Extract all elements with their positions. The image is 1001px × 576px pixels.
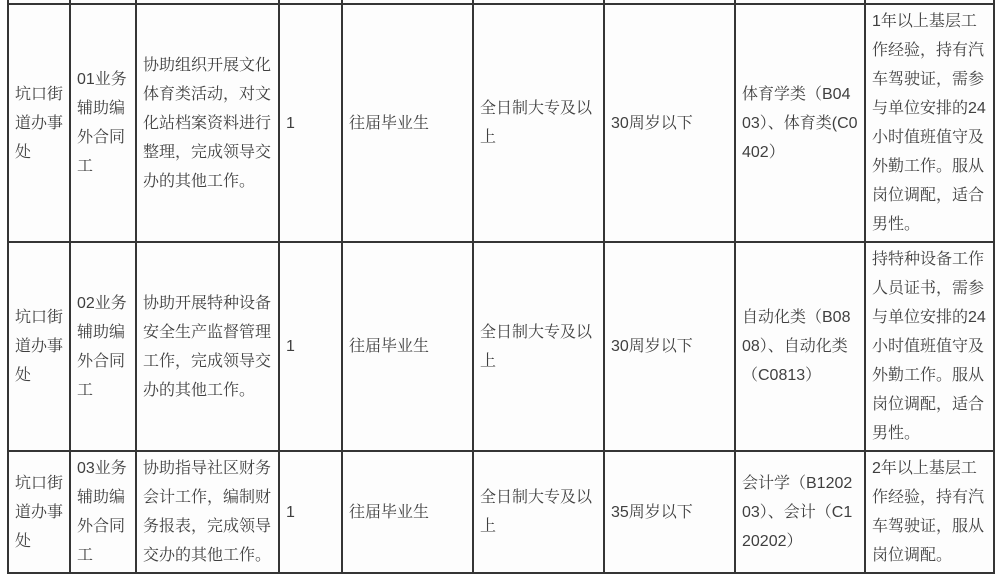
cell-requirements: 1年以上基层工作经验，持有汽车驾驶证，需参与单位安排的24小时值班值守及外勤工作。服从岗位调配，适合男性。 <box>865 4 994 242</box>
cell-headcount: 1 <box>279 242 342 451</box>
job-positions-table <box>7 0 995 574</box>
cell-graduate-type: 往届毕业生 <box>342 451 473 573</box>
cell-duties: 协助指导社区财务会计工作，编制财务报表，完成领导交办的其他工作。 <box>136 451 279 573</box>
cell-requirements: 2年以上基层工作经验，持有汽车驾驶证，服从岗位调配。 <box>865 451 994 573</box>
cell-age-limit: 30周岁以下 <box>604 242 735 451</box>
cell-majors: 自动化类（B0808）、自动化类（C0813） <box>735 242 865 451</box>
table-row-position-03 <box>8 451 994 573</box>
cell-headcount: 1 <box>279 451 342 573</box>
cell-unit: 坑口街道办事处 <box>8 242 70 451</box>
cell-unit: 坑口街道办事处 <box>8 4 70 242</box>
cell-majors: 会计学（B120203）、会计（C120202） <box>735 451 865 573</box>
cell-graduate-type: 往届毕业生 <box>342 242 473 451</box>
cell-position-code: 02业务辅助编外合同工 <box>70 242 136 451</box>
cell-headcount: 1 <box>279 4 342 242</box>
cell-education: 全日制大专及以上 <box>473 242 604 451</box>
table-row-position-02 <box>8 242 994 451</box>
cell-graduate-type: 往届毕业生 <box>342 4 473 242</box>
cell-age-limit: 30周岁以下 <box>604 4 735 242</box>
cell-duties: 协助组织开展文化体育类活动，对文化站档案资料进行整理，完成领导交办的其他工作。 <box>136 4 279 242</box>
cell-majors: 体育学类（B0403）、体育类(C0402） <box>735 4 865 242</box>
cell-education: 全日制大专及以上 <box>473 451 604 573</box>
cell-duties: 协助开展特种设备安全生产监督管理工作，完成领导交办的其他工作。 <box>136 242 279 451</box>
cell-unit: 坑口街道办事处 <box>8 451 70 573</box>
cell-position-code: 03业务辅助编外合同工 <box>70 451 136 573</box>
table-row-position-01 <box>8 4 994 242</box>
positions-table-container <box>7 0 995 574</box>
cell-age-limit: 35周岁以下 <box>604 451 735 573</box>
cell-position-code: 01业务辅助编外合同工 <box>70 4 136 242</box>
cell-requirements: 持特种设备工作人员证书，需参与单位安排的24小时值班值守及外勤工作。服从岗位调配，适合男性。 <box>865 242 994 451</box>
cell-education: 全日制大专及以上 <box>473 4 604 242</box>
